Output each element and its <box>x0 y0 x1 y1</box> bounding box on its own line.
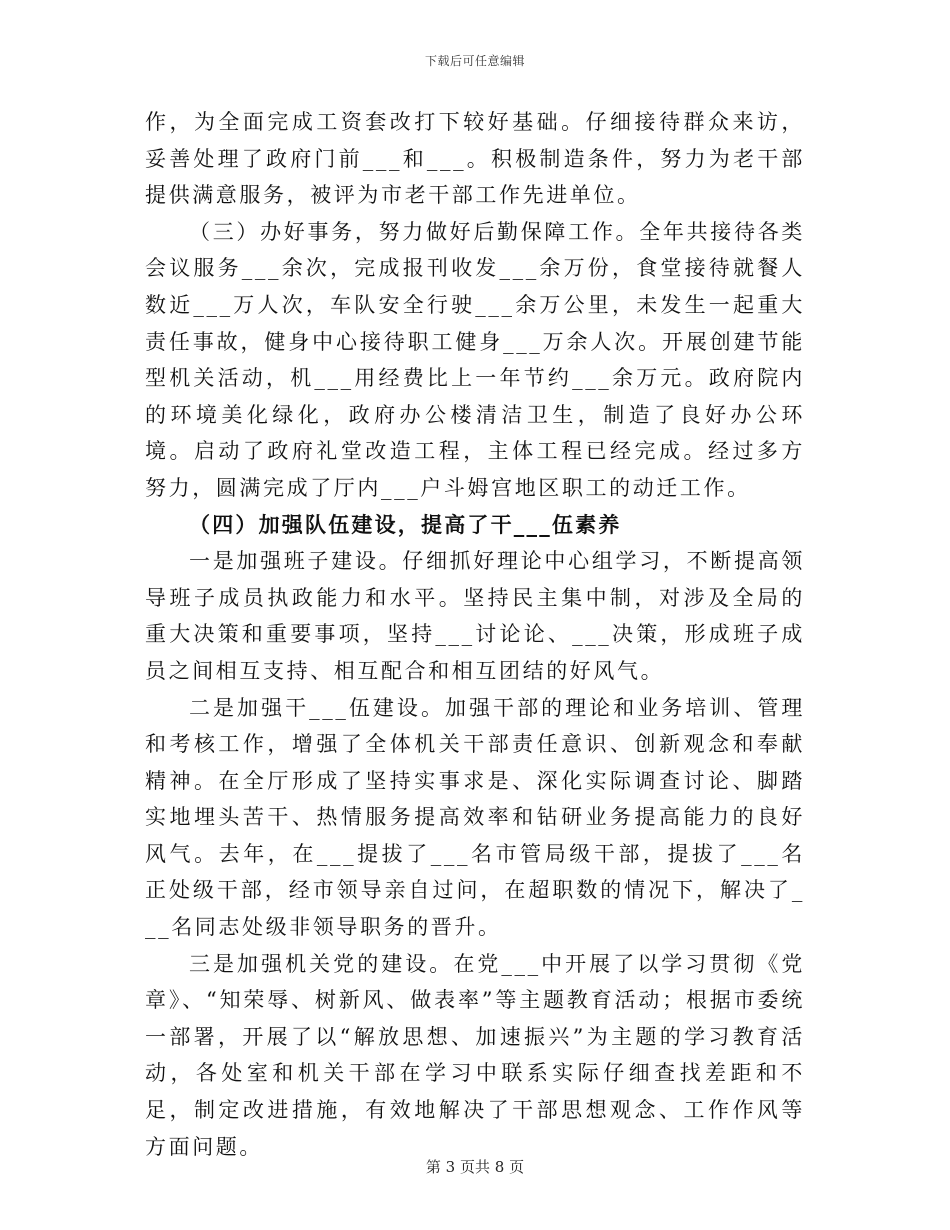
paragraph-leadership: 一是加强班子建设。仔细抓好理论中心组学习，不断提高领导班子成员执政能力和水平。坚持民主集中制，对涉及全局的重大决策和重要事项，坚持___讨论论、___决策，形成班子成员之间相互支持、相互配合和相互团结的好风气。 <box>145 549 805 683</box>
page-header-note: 下载后可任意编辑 <box>424 54 525 68</box>
page-number: 第 3 页共 8 页 <box>425 1158 525 1176</box>
paragraph-continuation: 作，为全面完成工资套改打下较好基础。仔细接待群众来访，妥善处理了政府门前___和___。积极制造条件，努力为老干部提供满意服务，被评为市老干部工作先进单位。 <box>145 110 805 208</box>
paragraph-party-building: 三是加强机关党的建设。在党___中开展了以学习贯彻《党章》、“知荣辱、树新风、做表率”等主题教育活动；根据市委统一部署，开展了以“解放思想、加速振兴”为主题的学习教育活动，各处室和机关干部在学习中联系实际仔细查找差距和不足，制定改进措施，有效地解决了干部思想观念、工作作风等方面问题。 <box>145 951 805 1159</box>
paragraph-cadre-building: 二是加强干___伍建设。加强干部的理论和业务培训、管理和考核工作，增强了全体机关干部责任意识、创新观念和奉献精神。在全厅形成了坚持实事求是、深化实际调查讨论、脚踏实地埋头苦干、热情服务提高效率和钻研业务提高能力的良好风气。去年，在___提拔了___名市管局级干部，提拔了___名正处级干部，经市领导亲自过问，在超职数的情况下，解决了___名同志处级非领导职务的晋升。 <box>145 695 805 940</box>
paragraph-logistics: （三）办好事务，努力做好后勤保障工作。全年共接待各类会议服务___余次，完成报刊收发___余万份，食堂接待就餐人数近___万人次，车队安全行驶___余万公里，未发生一起重大责任事故，健身中心接待职工健身___万余人次。开展创建节能型机关活动，机___用经费比上一年节约___余万元。政府院内的环境美化绿化，政府办公楼清洁卫生，制造了良好办公环境。启动了政府礼堂改造工程，主体工程已经完成。经过多方努力，圆满完成了厅内___户斗姆宫地区职工的动迁工作。 <box>145 219 805 500</box>
section-heading-team-building: （四）加强队伍建设，提高了干___伍素养 <box>189 511 622 537</box>
document-body <box>145 104 805 1165</box>
